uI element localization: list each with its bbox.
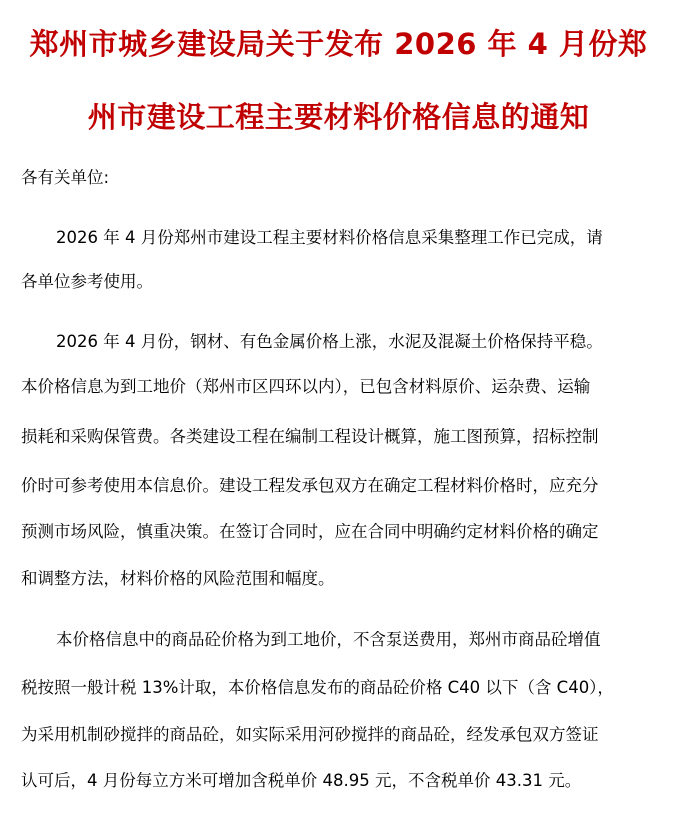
paragraph-1-line-2: 各单位参考使用。 [21, 272, 153, 291]
paragraph-2-line-6: 和调整方法，材料价格的风险范围和幅度。 [21, 569, 335, 588]
paragraph-1-line-1: 2026 年 4 月份郑州市建设工程主要材料价格信息采集整理工作已完成，请 [56, 228, 603, 247]
document-title-line-2: 州市建设工程主要材料价格信息的通知 [87, 100, 590, 134]
paragraph-2-line-3: 损耗和采购保管费。各类建设工程在编制工程设计概算，施工图预算，招标控制 [21, 427, 599, 446]
paragraph-3-line-1: 本价格信息中的商品砼价格为到工地价，不含泵送费用，郑州市商品砼增值 [56, 630, 601, 649]
paragraph-2-line-4: 价时可参考使用本信息价。建设工程发承包双方在确定工程材料价格时，应充分 [21, 476, 599, 495]
paragraph-2-line-5: 预测市场风险，慎重决策。在签订合同时，应在合同中明确约定材料价格的确定 [21, 522, 599, 541]
paragraph-2-line-2: 本价格信息为到工地价（郑州市区四环以内），已包含材料原价、运杂费、运输 [21, 377, 591, 396]
paragraph-3-line-4: 认可后，4 月份每立方米可增加含税单价 48.95 元，不含税单价 43.31 元。 [21, 771, 582, 790]
paragraph-2-line-1: 2026 年 4 月份，钢材、有色金属价格上涨，水泥及混凝土价格保持平稳。 [56, 332, 603, 351]
paragraph-3-line-3: 为采用机制砂搅拌的商品砼，如实际采用河砂搅拌的商品砼，经发承包双方签证 [21, 725, 599, 744]
salutation: 各有关单位: [21, 168, 110, 187]
paragraph-3-line-2: 税按照一般计税 13%计取，本价格信息发布的商品砼价格 C40 以下（含 C40）， [21, 678, 614, 697]
document-title-line-1: 郑州市城乡建设局关于发布 2026 年 4 月份郑 [29, 27, 648, 61]
